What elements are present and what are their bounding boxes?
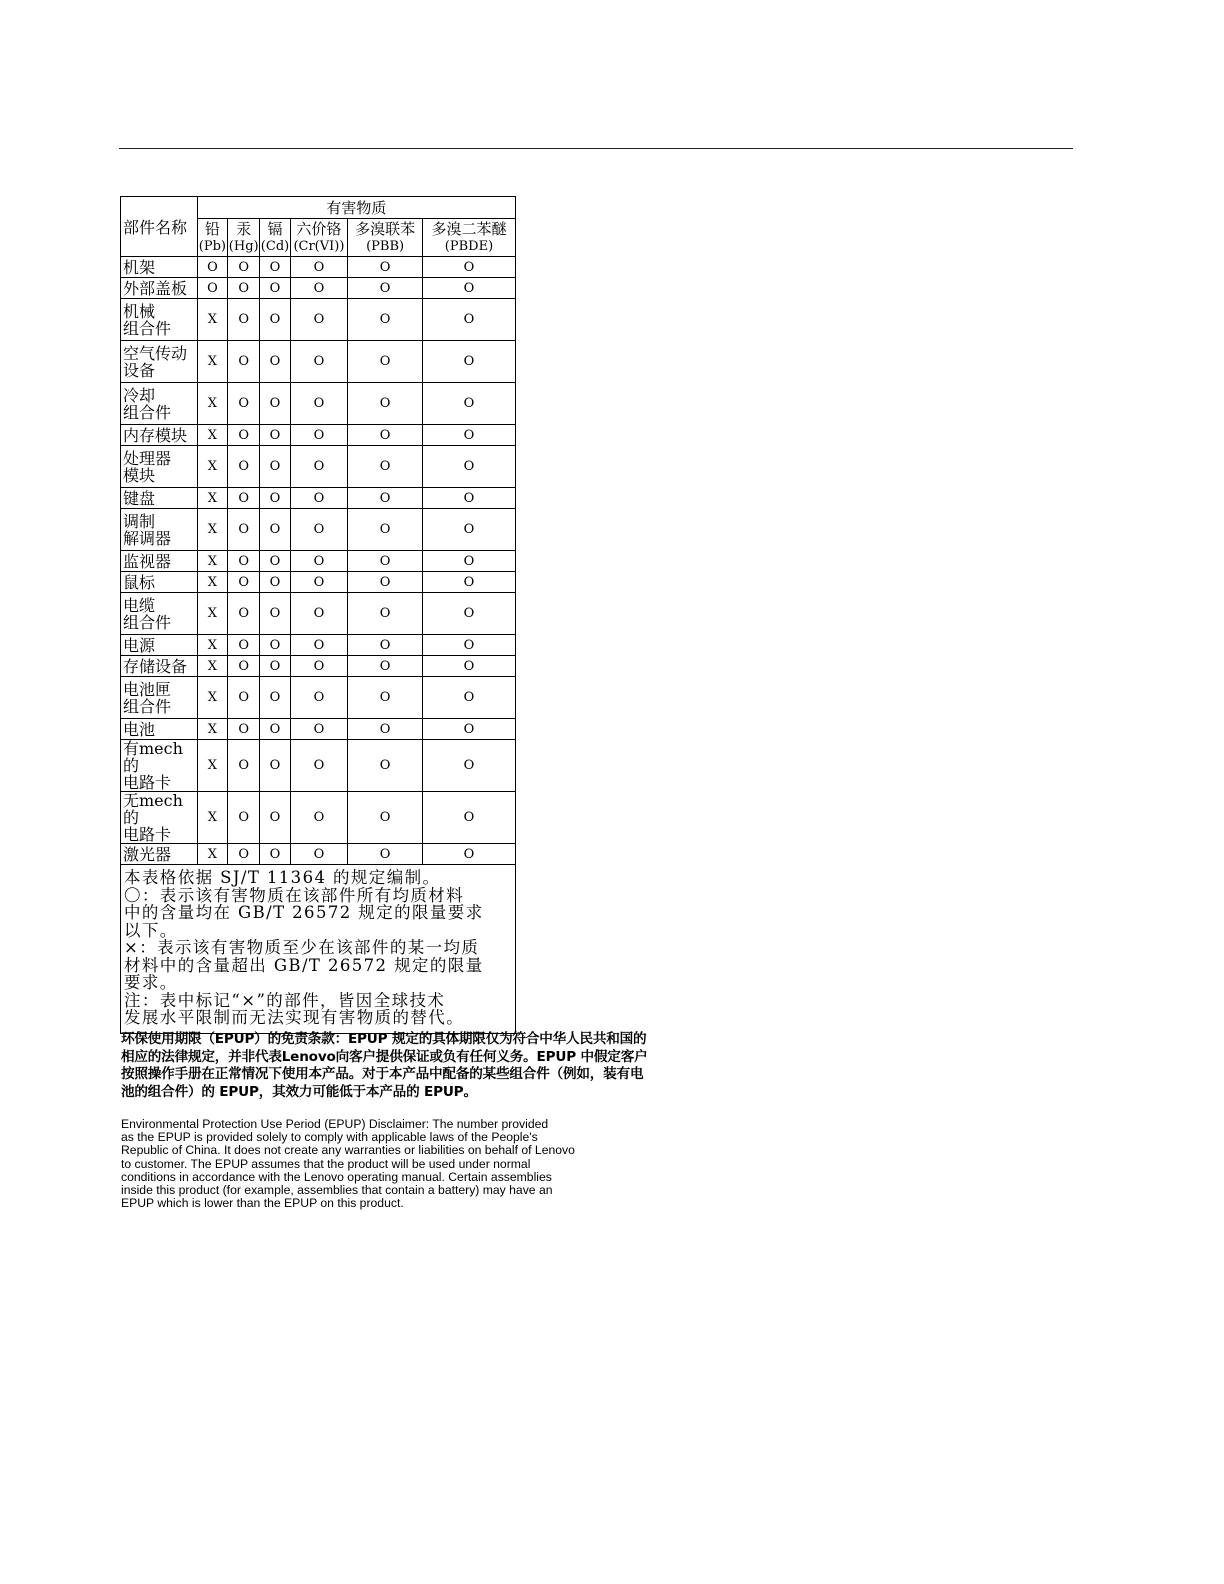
substance-value-cell: O [290, 677, 348, 719]
part-name-line: 电池匣 [123, 679, 172, 699]
substance-value-cell: O [290, 719, 348, 740]
substance-value-cell: O [197, 278, 227, 299]
substance-value-cell: O [290, 572, 348, 593]
part-name-cell [121, 844, 198, 865]
substance-value-cell: O [422, 446, 515, 488]
disclaimer-cn-line: 环保使用期限（EPUP）的免责条款：EPUP 规定的具体期限仅为符合中华人民共和国的 [121, 1031, 647, 1047]
substance-value-cell: O [260, 488, 290, 509]
part-name-cell [121, 425, 198, 446]
part-name-line: 监视器 [123, 551, 172, 571]
substance-value-cell: O [228, 635, 260, 656]
substance-value-cell: X [197, 509, 227, 551]
substance-value-cell: O [348, 656, 423, 677]
part-name-line: 解调器 [123, 528, 172, 548]
substance-header [260, 219, 290, 257]
substance-value-cell: X [197, 593, 227, 635]
substance-value-cell: O [228, 509, 260, 551]
substance-value-cell: O [422, 719, 515, 740]
substance-value-cell: O [228, 844, 260, 865]
epup-disclaimer-english [121, 1118, 641, 1210]
table-row [121, 719, 516, 740]
table-row [121, 677, 516, 719]
substance-value-cell: O [290, 593, 348, 635]
substance-header [290, 219, 348, 257]
substance-name: 六价铬 [296, 219, 342, 238]
disclaimer-cn-line: 相应的法律规定，并非代表Lenovo向客户提供保证或负有任何义务。EPUP 中假定客户 [121, 1048, 648, 1065]
substance-value-cell: O [260, 593, 290, 635]
substance-value-cell: O [422, 509, 515, 551]
part-name-cell [121, 488, 198, 509]
substance-header [422, 219, 515, 257]
substance-value-cell: X [197, 572, 227, 593]
substance-value-cell: O [228, 572, 260, 593]
substance-value-cell: O [422, 740, 515, 792]
hazardous-substances-table [120, 196, 516, 1034]
substance-value-cell: O [228, 278, 260, 299]
part-name-line: 无mech的 [123, 791, 183, 827]
substance-value-cell: O [260, 509, 290, 551]
substance-value-cell: O [290, 792, 348, 844]
substance-value-cell: X [197, 792, 227, 844]
substance-value-cell: O [228, 677, 260, 719]
part-name-cell [121, 446, 198, 488]
substance-value-cell: O [228, 383, 260, 425]
table-row [121, 593, 516, 635]
substance-value-cell: O [260, 446, 290, 488]
disclaimer-en-line: Environmental Protection Use Period (EPUP) Disclaimer: The number provided [121, 1117, 549, 1131]
substance-value-cell: O [197, 257, 227, 278]
substance-value-cell: O [422, 488, 515, 509]
part-name-line: 组合件 [123, 612, 172, 632]
substance-value-cell: O [228, 792, 260, 844]
substance-value-cell: O [348, 425, 423, 446]
substance-value-cell: O [260, 656, 290, 677]
part-name-line: 组合件 [123, 696, 172, 716]
substance-value-cell: O [348, 488, 423, 509]
substance-value-cell: X [197, 383, 227, 425]
note-line: ×：表示该有害物质至少在该部件的某一均质 [124, 938, 480, 957]
part-name-cell [121, 656, 198, 677]
substance-value-cell: O [348, 677, 423, 719]
note-line: 〇：表示该有害物质在该部件所有均质材料 [124, 885, 465, 905]
table-row [121, 446, 516, 488]
substance-symbol: (Hg) [228, 238, 259, 254]
substance-value-cell: O [348, 551, 423, 572]
substance-value-cell: O [290, 383, 348, 425]
substance-value-cell: O [228, 257, 260, 278]
part-name-line: 存储设备 [123, 656, 188, 676]
part-name-cell [121, 509, 198, 551]
substance-name: 汞 [236, 219, 252, 238]
substance-value-cell: O [260, 299, 290, 341]
disclaimer-en-line: to customer. The EPUP assumes that the product will be used under normal [121, 1156, 531, 1171]
substance-value-cell: O [260, 278, 290, 299]
note-line: 中的含量均在 GB/T 26572 规定的限量要求 [124, 903, 484, 922]
part-name-cell [121, 677, 198, 719]
table-row [121, 656, 516, 677]
part-name-line: 鼠标 [123, 572, 156, 592]
part-name-line: 电路卡 [123, 825, 172, 844]
part-name-cell [121, 740, 198, 792]
part-name-line: 内存模块 [123, 425, 188, 445]
note-line: 材料中的含量超出 GB/T 26572 规定的限量 [124, 955, 484, 975]
substance-value-cell: O [422, 551, 515, 572]
disclaimer-en-line: EPUP which is lower than the EPUP on this product. [121, 1196, 404, 1211]
substance-value-cell: X [197, 740, 227, 792]
part-name-line: 组合件 [123, 402, 172, 422]
substance-value-cell: X [197, 341, 227, 383]
note-line: 要求。 [124, 973, 178, 992]
part-name-line: 空气传动 [123, 343, 188, 363]
disclaimer-en-line: conditions in accordance with the Lenovo operating manual. Certain assemblies [121, 1169, 552, 1184]
substance-value-cell: O [260, 341, 290, 383]
note-line: 注：表中标记“×”的部件，皆因全球技术 [124, 990, 446, 1010]
part-name-cell [121, 257, 198, 278]
table-body [121, 257, 516, 865]
epup-disclaimer-chinese [121, 1031, 741, 1101]
substance-value-cell: O [290, 257, 348, 278]
substance-name: 多溴二苯醚 [431, 219, 507, 238]
substance-name: 镉 [267, 219, 283, 238]
substance-value-cell: O [422, 299, 515, 341]
substance-value-cell: O [228, 341, 260, 383]
part-name-line: 有mech的 [123, 739, 183, 775]
substance-value-cell: O [348, 719, 423, 740]
disclaimer-en-line: as the EPUP is provided solely to comply with applicable laws of the People's [121, 1130, 538, 1145]
part-name-cell [121, 593, 198, 635]
substance-value-cell: O [348, 446, 423, 488]
substance-value-cell: O [422, 593, 515, 635]
table-row [121, 792, 516, 844]
part-name-header: 部件名称 [121, 197, 198, 257]
substance-value-cell: O [348, 635, 423, 656]
substance-value-cell: O [422, 635, 515, 656]
substance-value-cell: O [228, 425, 260, 446]
note-line: 发展水平限制而无法实现有害物质的替代。 [124, 1008, 465, 1027]
substance-name: 多溴联苯 [355, 219, 416, 238]
substance-value-cell: O [228, 488, 260, 509]
substance-value-cell: O [422, 677, 515, 719]
substance-value-cell: O [228, 656, 260, 677]
substance-value-cell: O [348, 383, 423, 425]
substance-value-cell: O [422, 278, 515, 299]
substance-value-cell: O [422, 572, 515, 593]
part-name-cell [121, 719, 198, 740]
substance-value-cell: O [422, 844, 515, 865]
substance-symbol: (Pb) [198, 238, 226, 254]
substance-value-cell: O [422, 341, 515, 383]
disclaimer-en-line: Republic of China. It does not create any warranties or liabilities on behalf of Lenovo [121, 1143, 575, 1158]
part-name-cell [121, 299, 198, 341]
part-name-line: 外部盖板 [123, 278, 188, 298]
substance-value-cell: O [260, 635, 290, 656]
substance-value-cell: O [348, 509, 423, 551]
substance-value-cell: X [197, 551, 227, 572]
substance-value-cell: O [260, 792, 290, 844]
substance-value-cell: O [260, 572, 290, 593]
table-row [121, 488, 516, 509]
substance-value-cell: O [348, 278, 423, 299]
substance-value-cell: X [197, 425, 227, 446]
substance-value-cell: O [290, 488, 348, 509]
substance-value-cell: O [422, 425, 515, 446]
part-name-line: 模块 [123, 465, 156, 485]
substance-value-cell: O [228, 446, 260, 488]
substance-value-cell: O [260, 844, 290, 865]
substance-value-cell: O [290, 551, 348, 572]
substance-value-cell: O [228, 299, 260, 341]
substance-value-cell: O [228, 551, 260, 572]
table-row [121, 341, 516, 383]
substance-value-cell: O [260, 383, 290, 425]
substance-value-cell: O [290, 509, 348, 551]
table-row [121, 740, 516, 792]
substance-value-cell: X [197, 446, 227, 488]
substance-value-cell: O [422, 656, 515, 677]
substance-symbol: (Cd) [260, 238, 290, 254]
substance-value-cell: O [348, 572, 423, 593]
part-name-line: 电缆 [123, 595, 156, 615]
substance-value-cell: O [260, 740, 290, 792]
substance-value-cell: O [290, 425, 348, 446]
part-name-line: 冷却 [123, 385, 156, 405]
substance-header [228, 219, 260, 257]
table-row [121, 425, 516, 446]
table-row [121, 257, 516, 278]
note-line: 以下。 [124, 920, 178, 940]
table-row [121, 509, 516, 551]
substance-value-cell: O [260, 425, 290, 446]
disclaimer-cn-line: 按照操作手册在正常情况下使用本产品。对于本产品中配备的某些组合件（例如，装有电 [121, 1066, 644, 1082]
substance-value-cell: O [422, 792, 515, 844]
substance-value-cell: X [197, 656, 227, 677]
substance-value-cell: X [197, 488, 227, 509]
substance-header [348, 219, 423, 257]
substance-value-cell: O [228, 740, 260, 792]
part-name-line: 机架 [123, 257, 156, 277]
substance-value-cell: O [348, 844, 423, 865]
part-name-line: 电路卡 [123, 773, 172, 792]
substance-value-cell: O [348, 299, 423, 341]
substance-value-cell: O [290, 635, 348, 656]
substance-symbol: (PBB) [366, 238, 405, 254]
substance-value-cell: X [197, 844, 227, 865]
substance-value-cell: O [422, 383, 515, 425]
part-name-cell [121, 551, 198, 572]
part-name-cell [121, 572, 198, 593]
substance-value-cell: O [348, 341, 423, 383]
table-row [121, 551, 516, 572]
substance-value-cell: O [228, 719, 260, 740]
substance-value-cell: O [290, 446, 348, 488]
substance-header [197, 219, 227, 257]
table-row [121, 383, 516, 425]
table-row [121, 299, 516, 341]
substance-value-cell: O [290, 844, 348, 865]
substance-value-cell: O [290, 278, 348, 299]
hazard-header: 有害物质 [197, 197, 515, 219]
substance-symbol: (Cr(VI)) [293, 238, 345, 254]
header-rule [119, 148, 1073, 149]
part-name-cell [121, 383, 198, 425]
substance-value-cell: O [228, 593, 260, 635]
substance-value-cell: O [290, 299, 348, 341]
substance-value-cell: X [197, 299, 227, 341]
table-notes [121, 865, 516, 1034]
table-row [121, 844, 516, 865]
substance-value-cell: O [260, 719, 290, 740]
part-name-cell [121, 635, 198, 656]
substance-value-cell: O [260, 551, 290, 572]
substance-value-cell: O [348, 792, 423, 844]
substance-value-cell: X [197, 635, 227, 656]
table-row [121, 572, 516, 593]
part-name-line: 处理器 [123, 448, 172, 468]
part-name-cell [121, 278, 198, 299]
part-name-cell [121, 341, 198, 383]
disclaimer-cn-line: 池的组合件）的 EPUP，其效力可能低于本产品的 EPUP。 [121, 1083, 477, 1100]
part-name-line: 调制 [123, 511, 156, 531]
part-name-line: 电池 [123, 719, 156, 739]
substance-value-cell: X [197, 719, 227, 740]
note-line: 本表格依据 SJ/T 11364 的规定编制。 [124, 868, 441, 887]
table-row [121, 635, 516, 656]
part-name-line: 电源 [123, 635, 156, 655]
substance-value-cell: O [260, 677, 290, 719]
substance-symbol: (PBDE) [444, 238, 494, 254]
part-name-line: 键盘 [123, 488, 156, 508]
part-name-line: 组合件 [123, 318, 172, 338]
substance-value-cell: O [422, 257, 515, 278]
part-name-line: 激光器 [123, 844, 172, 864]
substance-value-cell: O [348, 593, 423, 635]
part-name-line: 设备 [123, 360, 156, 380]
substance-name: 铅 [204, 219, 220, 238]
substance-value-cell: X [197, 677, 227, 719]
substance-value-cell: O [348, 257, 423, 278]
disclaimer-en-line: inside this product (for example, assemblies that contain a battery) may have an [121, 1183, 553, 1198]
substance-value-cell: O [290, 740, 348, 792]
part-name-line: 机械 [123, 301, 156, 321]
part-name-cell [121, 792, 198, 844]
substance-value-cell: O [260, 257, 290, 278]
substance-value-cell: O [290, 341, 348, 383]
table-row [121, 278, 516, 299]
substance-value-cell: O [348, 740, 423, 792]
substance-value-cell: O [290, 656, 348, 677]
